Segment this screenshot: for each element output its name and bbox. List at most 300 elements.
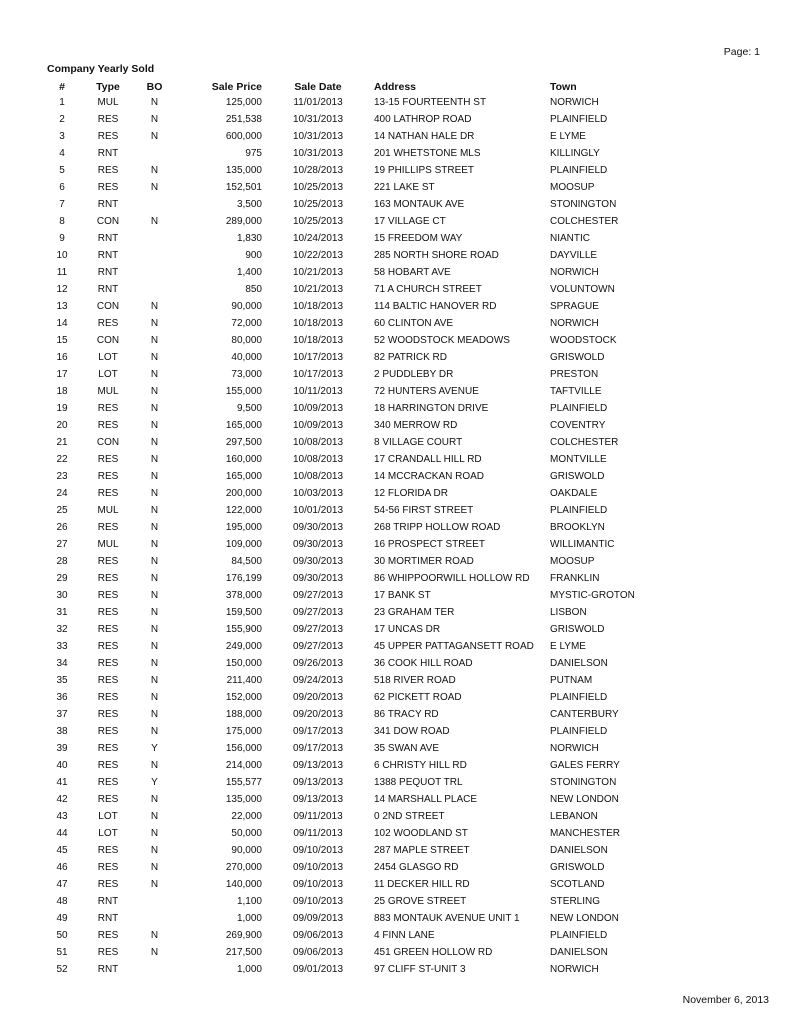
cell-bo: N bbox=[150, 182, 159, 193]
row-margin bbox=[0, 893, 40, 910]
cell-town: GRISWOLD bbox=[550, 862, 605, 873]
cell-number: 29 bbox=[56, 573, 68, 584]
cell-number: 1 bbox=[59, 97, 65, 108]
cell-sale-date: 10/17/2013 bbox=[292, 352, 344, 363]
cell-number: 14 bbox=[56, 318, 68, 329]
row-margin bbox=[0, 859, 40, 876]
cell-bo bbox=[132, 264, 177, 281]
cell-sale-price: 155,900 bbox=[225, 624, 262, 635]
cell-town: VOLUNTOWN bbox=[550, 284, 615, 295]
row-margin bbox=[0, 876, 40, 893]
cell-bo bbox=[132, 281, 177, 298]
row-margin bbox=[0, 655, 40, 672]
cell-sale-price: 90,000 bbox=[231, 845, 262, 856]
cell-sale-price: 9,500 bbox=[236, 403, 262, 414]
col-header-address: Address bbox=[374, 80, 417, 93]
row-margin bbox=[0, 383, 40, 400]
cell-town: MYSTIC-GROTON bbox=[550, 590, 635, 601]
cell-sale-price: 155,577 bbox=[225, 777, 262, 788]
cell-address: 82 PATRICK RD bbox=[374, 352, 447, 363]
cell-number: 24 bbox=[56, 488, 68, 499]
cell-number: 19 bbox=[56, 403, 68, 414]
cell-town: PLAINFIELD bbox=[550, 403, 608, 414]
cell-bo: N bbox=[150, 794, 159, 805]
col-header-bo: BO bbox=[146, 80, 163, 93]
cell-type: RNT bbox=[97, 250, 119, 261]
table-body bbox=[0, 94, 800, 978]
cell-number: 35 bbox=[56, 675, 68, 686]
cell-sale-date: 09/11/2013 bbox=[293, 828, 343, 839]
cell-type: RNT bbox=[97, 233, 119, 244]
cell-address: 97 CLIFF ST-UNIT 3 bbox=[374, 964, 466, 975]
cell-town: BROOKLYN bbox=[550, 522, 605, 533]
cell-sale-date: 10/09/2013 bbox=[292, 403, 344, 414]
cell-town: GALES FERRY bbox=[550, 760, 620, 771]
cell-type: RNT bbox=[97, 284, 119, 295]
row-margin bbox=[0, 553, 40, 570]
cell-type: RNT bbox=[97, 964, 119, 975]
row-margin bbox=[0, 400, 40, 417]
cell-bo bbox=[132, 910, 177, 927]
row-margin bbox=[0, 179, 40, 196]
cell-sale-date: 10/31/2013 bbox=[292, 131, 344, 142]
cell-type: RES bbox=[97, 454, 119, 465]
cell-number: 23 bbox=[56, 471, 68, 482]
cell-address: 18 HARRINGTON DRIVE bbox=[374, 403, 489, 414]
cell-type: RES bbox=[97, 947, 119, 958]
cell-sale-price: 289,000 bbox=[225, 216, 262, 227]
cell-bo: N bbox=[150, 114, 159, 125]
cell-bo: N bbox=[150, 539, 159, 550]
cell-sale-date: 10/28/2013 bbox=[292, 165, 344, 176]
cell-type: RES bbox=[97, 403, 119, 414]
cell-town: NORWICH bbox=[550, 97, 599, 108]
table-row bbox=[0, 604, 800, 621]
cell-sale-price: 122,000 bbox=[225, 505, 262, 516]
cell-town: PLAINFIELD bbox=[550, 726, 608, 737]
cell-type: RES bbox=[97, 556, 119, 567]
row-margin bbox=[0, 94, 40, 111]
cell-type: RES bbox=[97, 760, 119, 771]
cell-bo: N bbox=[150, 386, 159, 397]
col-header-town: Town bbox=[550, 80, 577, 93]
cell-sale-price: 165,000 bbox=[225, 471, 262, 482]
table-header-row bbox=[0, 79, 800, 94]
cell-bo: N bbox=[150, 811, 159, 822]
cell-sale-date: 10/21/2013 bbox=[292, 267, 344, 278]
cell-sale-date: 10/11/2013 bbox=[293, 386, 343, 397]
cell-sale-date: 09/27/2013 bbox=[292, 624, 344, 635]
table-row bbox=[0, 536, 800, 553]
cell-town: OAKDALE bbox=[550, 488, 598, 499]
cell-number: 18 bbox=[56, 386, 68, 397]
cell-sale-price: 195,000 bbox=[225, 522, 262, 533]
cell-address: 341 DOW ROAD bbox=[374, 726, 450, 737]
cell-address: 45 UPPER PATTAGANSETT ROAD bbox=[374, 641, 534, 652]
table-row bbox=[0, 315, 800, 332]
report-title: Company Yearly Sold bbox=[47, 63, 155, 75]
cell-address: 883 MONTAUK AVENUE UNIT 1 bbox=[374, 913, 520, 924]
cell-sale-date: 09/26/2013 bbox=[292, 658, 344, 669]
cell-type: MUL bbox=[97, 386, 119, 397]
table-row bbox=[0, 876, 800, 893]
cell-sale-price: 22,000 bbox=[231, 811, 262, 822]
cell-sale-price: 211,400 bbox=[226, 675, 262, 686]
cell-address: 268 TRIPP HOLLOW ROAD bbox=[374, 522, 501, 533]
table-row bbox=[0, 417, 800, 434]
cell-type: RES bbox=[97, 794, 119, 805]
cell-sale-date: 09/13/2013 bbox=[292, 794, 344, 805]
cell-sale-price: 217,500 bbox=[225, 947, 262, 958]
cell-sale-date: 10/25/2013 bbox=[292, 199, 344, 210]
cell-sale-date: 09/10/2013 bbox=[292, 845, 344, 856]
row-margin bbox=[0, 927, 40, 944]
cell-bo: N bbox=[150, 760, 159, 771]
cell-address: 518 RIVER ROAD bbox=[374, 675, 456, 686]
cell-sale-price: 975 bbox=[245, 148, 262, 159]
cell-bo: N bbox=[150, 862, 159, 873]
cell-sale-date: 09/17/2013 bbox=[292, 743, 344, 754]
cell-sale-date: 10/25/2013 bbox=[292, 216, 344, 227]
cell-type: RES bbox=[97, 845, 119, 856]
cell-sale-price: 109,000 bbox=[225, 539, 262, 550]
cell-sale-date: 09/20/2013 bbox=[292, 709, 344, 720]
cell-number: 2 bbox=[59, 114, 65, 125]
cell-number: 21 bbox=[56, 437, 68, 448]
cell-sale-price: 159,500 bbox=[225, 607, 262, 618]
row-margin bbox=[0, 689, 40, 706]
table-row bbox=[0, 689, 800, 706]
cell-bo: N bbox=[150, 131, 159, 142]
cell-number: 16 bbox=[56, 352, 68, 363]
cell-bo: N bbox=[150, 488, 159, 499]
cell-number: 12 bbox=[56, 284, 68, 295]
cell-sale-date: 09/10/2013 bbox=[292, 896, 344, 907]
cell-address: 14 NATHAN HALE DR bbox=[374, 131, 475, 142]
cell-address: 25 GROVE STREET bbox=[374, 896, 467, 907]
table-row bbox=[0, 349, 800, 366]
cell-sale-price: 251,538 bbox=[225, 114, 262, 125]
table-row bbox=[0, 723, 800, 740]
cell-sale-date: 10/08/2013 bbox=[292, 454, 344, 465]
cell-sale-price: 1,830 bbox=[236, 233, 262, 244]
cell-address: 2 PUDDLEBY DR bbox=[374, 369, 454, 380]
cell-sale-date: 10/31/2013 bbox=[292, 148, 344, 159]
row-margin bbox=[0, 213, 40, 230]
cell-town: NORWICH bbox=[550, 964, 599, 975]
cell-bo: N bbox=[150, 437, 159, 448]
cell-number: 22 bbox=[56, 454, 68, 465]
cell-sale-price: 214,000 bbox=[225, 760, 262, 771]
cell-bo: N bbox=[150, 947, 159, 958]
cell-town: SCOTLAND bbox=[550, 879, 605, 890]
cell-sale-price: 1,000 bbox=[236, 913, 262, 924]
row-margin bbox=[0, 145, 40, 162]
cell-town: STONINGTON bbox=[550, 199, 617, 210]
row-margin bbox=[0, 774, 40, 791]
cell-bo: N bbox=[150, 216, 159, 227]
cell-address: 52 WOODSTOCK MEADOWS bbox=[374, 335, 510, 346]
cell-type: RNT bbox=[97, 913, 119, 924]
table-row bbox=[0, 383, 800, 400]
cell-town: MONTVILLE bbox=[550, 454, 607, 465]
table-row bbox=[0, 842, 800, 859]
cell-sale-date: 09/20/2013 bbox=[292, 692, 344, 703]
cell-sale-date: 09/30/2013 bbox=[292, 573, 344, 584]
cell-sale-date: 09/13/2013 bbox=[292, 760, 344, 771]
cell-number: 20 bbox=[56, 420, 68, 431]
cell-town: PLAINFIELD bbox=[550, 114, 608, 125]
cell-sale-date: 10/03/2013 bbox=[292, 488, 344, 499]
cell-address: 17 BANK ST bbox=[374, 590, 431, 601]
row-margin bbox=[0, 808, 40, 825]
cell-town: MANCHESTER bbox=[550, 828, 621, 839]
cell-town: MOOSUP bbox=[550, 556, 595, 567]
cell-sale-date: 10/08/2013 bbox=[292, 437, 344, 448]
cell-town: LISBON bbox=[550, 607, 587, 618]
cell-type: MUL bbox=[97, 97, 119, 108]
cell-type: RES bbox=[97, 777, 119, 788]
cell-number: 5 bbox=[59, 165, 65, 176]
cell-sale-date: 09/06/2013 bbox=[292, 947, 344, 958]
cell-bo: N bbox=[150, 369, 159, 380]
cell-town: DANIELSON bbox=[550, 658, 608, 669]
cell-address: 400 LATHROP ROAD bbox=[374, 114, 472, 125]
cell-type: RES bbox=[97, 318, 119, 329]
cell-address: 340 MERROW RD bbox=[374, 420, 458, 431]
cell-town: PLAINFIELD bbox=[550, 165, 608, 176]
row-margin bbox=[0, 740, 40, 757]
table-row bbox=[0, 740, 800, 757]
cell-number: 17 bbox=[56, 369, 68, 380]
cell-number: 51 bbox=[56, 947, 68, 958]
cell-sale-price: 156,000 bbox=[225, 743, 262, 754]
cell-type: RES bbox=[97, 879, 119, 890]
cell-town: PLAINFIELD bbox=[550, 692, 608, 703]
row-margin bbox=[0, 281, 40, 298]
cell-sale-date: 09/09/2013 bbox=[292, 913, 344, 924]
cell-sale-date: 10/18/2013 bbox=[292, 335, 344, 346]
row-margin bbox=[0, 706, 40, 723]
cell-town: GRISWOLD bbox=[550, 352, 605, 363]
cell-sale-price: 900 bbox=[245, 250, 262, 261]
table-row bbox=[0, 757, 800, 774]
cell-sale-price: 378,000 bbox=[225, 590, 262, 601]
cell-sale-date: 11/01/2013 bbox=[293, 97, 343, 108]
row-margin bbox=[0, 825, 40, 842]
cell-sale-price: 1,000 bbox=[236, 964, 262, 975]
cell-sale-date: 09/10/2013 bbox=[292, 862, 344, 873]
cell-address: 4 FINN LANE bbox=[374, 930, 435, 941]
table-row bbox=[0, 145, 800, 162]
cell-type: RES bbox=[97, 420, 119, 431]
cell-sale-price: 1,400 bbox=[236, 267, 262, 278]
cell-type: RES bbox=[97, 862, 119, 873]
cell-address: 201 WHETSTONE MLS bbox=[374, 148, 481, 159]
cell-town: GRISWOLD bbox=[550, 624, 605, 635]
cell-sale-date: 10/25/2013 bbox=[292, 182, 344, 193]
table-row bbox=[0, 587, 800, 604]
cell-number: 50 bbox=[56, 930, 68, 941]
cell-number: 6 bbox=[59, 182, 65, 193]
cell-type: RES bbox=[97, 131, 119, 142]
table-row bbox=[0, 825, 800, 842]
cell-type: RNT bbox=[97, 199, 119, 210]
cell-address: 102 WOODLAND ST bbox=[374, 828, 468, 839]
cell-number: 34 bbox=[56, 658, 68, 669]
cell-address: 58 HOBART AVE bbox=[374, 267, 451, 278]
cell-number: 44 bbox=[56, 828, 68, 839]
cell-type: RES bbox=[97, 726, 119, 737]
cell-sale-date: 10/22/2013 bbox=[292, 250, 344, 261]
cell-bo: N bbox=[150, 471, 159, 482]
cell-address: 54-56 FIRST STREET bbox=[374, 505, 474, 516]
cell-type: RES bbox=[97, 182, 119, 193]
cell-sale-date: 10/18/2013 bbox=[292, 318, 344, 329]
cell-type: CON bbox=[96, 301, 120, 312]
cell-town: NORWICH bbox=[550, 267, 599, 278]
row-margin bbox=[0, 536, 40, 553]
cell-sale-price: 140,000 bbox=[225, 879, 262, 890]
cell-type: RES bbox=[97, 522, 119, 533]
cell-bo: N bbox=[150, 522, 159, 533]
row-margin bbox=[0, 842, 40, 859]
cell-type: CON bbox=[96, 335, 120, 346]
cell-town: GRISWOLD bbox=[550, 471, 605, 482]
cell-number: 13 bbox=[56, 301, 68, 312]
row-margin bbox=[0, 910, 40, 927]
table-row bbox=[0, 553, 800, 570]
row-margin bbox=[0, 621, 40, 638]
row-margin bbox=[0, 451, 40, 468]
cell-sale-date: 09/01/2013 bbox=[292, 964, 344, 975]
cell-town: DANIELSON bbox=[550, 947, 608, 958]
cell-address: 15 FREEDOM WAY bbox=[374, 233, 463, 244]
cell-number: 41 bbox=[56, 777, 68, 788]
row-margin bbox=[0, 247, 40, 264]
table-row bbox=[0, 281, 800, 298]
cell-number: 4 bbox=[59, 148, 65, 159]
row-margin bbox=[0, 502, 40, 519]
col-header-sale-date: Sale Date bbox=[294, 80, 342, 93]
cell-sale-price: 3,500 bbox=[236, 199, 262, 210]
table-row bbox=[0, 264, 800, 281]
cell-bo: N bbox=[150, 641, 159, 652]
cell-address: 0 2ND STREET bbox=[374, 811, 445, 822]
table-row bbox=[0, 638, 800, 655]
cell-address: 62 PICKETT ROAD bbox=[374, 692, 462, 703]
cell-number: 7 bbox=[59, 199, 65, 210]
cell-type: RES bbox=[97, 114, 119, 125]
table-row bbox=[0, 94, 800, 111]
cell-type: RES bbox=[97, 471, 119, 482]
cell-bo: N bbox=[150, 675, 159, 686]
table-row bbox=[0, 910, 800, 927]
cell-type: RES bbox=[97, 675, 119, 686]
table-row bbox=[0, 111, 800, 128]
table-row bbox=[0, 196, 800, 213]
cell-sale-date: 09/30/2013 bbox=[292, 539, 344, 550]
cell-type: RNT bbox=[97, 896, 119, 907]
row-margin bbox=[0, 638, 40, 655]
cell-number: 3 bbox=[59, 131, 65, 142]
cell-sale-date: 09/24/2013 bbox=[292, 675, 344, 686]
cell-address: 1388 PEQUOT TRL bbox=[374, 777, 463, 788]
table-row bbox=[0, 128, 800, 145]
cell-town: E LYME bbox=[550, 131, 586, 142]
cell-address: 23 GRAHAM TER bbox=[374, 607, 455, 618]
table-row bbox=[0, 655, 800, 672]
cell-town: WOODSTOCK bbox=[550, 335, 617, 346]
cell-type: LOT bbox=[98, 369, 118, 380]
cell-sale-date: 10/21/2013 bbox=[292, 284, 344, 295]
cell-sale-price: 135,000 bbox=[225, 794, 262, 805]
cell-bo: N bbox=[150, 692, 159, 703]
cell-address: 16 PROSPECT STREET bbox=[374, 539, 485, 550]
cell-sale-price: 73,000 bbox=[231, 369, 262, 380]
cell-number: 27 bbox=[56, 539, 68, 550]
cell-bo: N bbox=[150, 420, 159, 431]
cell-number: 33 bbox=[56, 641, 68, 652]
cell-address: 17 CRANDALL HILL RD bbox=[374, 454, 482, 465]
table-row bbox=[0, 808, 800, 825]
cell-sale-price: 175,000 bbox=[225, 726, 262, 737]
cell-type: LOT bbox=[98, 352, 118, 363]
cell-address: 86 TRACY RD bbox=[374, 709, 439, 720]
cell-bo: N bbox=[150, 573, 159, 584]
cell-type: RES bbox=[97, 658, 119, 669]
cell-town: PRESTON bbox=[550, 369, 599, 380]
row-margin bbox=[0, 417, 40, 434]
cell-bo: N bbox=[150, 403, 159, 414]
row-margin bbox=[0, 961, 40, 978]
table-row bbox=[0, 332, 800, 349]
cell-sale-price: 600,000 bbox=[225, 131, 262, 142]
cell-number: 38 bbox=[56, 726, 68, 737]
sales-table bbox=[0, 79, 800, 978]
cell-sale-price: 152,000 bbox=[225, 692, 262, 703]
cell-type: RES bbox=[97, 165, 119, 176]
cell-town: DANIELSON bbox=[550, 845, 608, 856]
cell-town: PUTNAM bbox=[550, 675, 593, 686]
cell-bo: N bbox=[150, 352, 159, 363]
cell-bo: N bbox=[150, 624, 159, 635]
cell-sale-date: 09/27/2013 bbox=[292, 607, 344, 618]
cell-address: 72 HUNTERS AVENUE bbox=[374, 386, 479, 397]
cell-bo: N bbox=[150, 335, 159, 346]
table-row bbox=[0, 451, 800, 468]
cell-town: MOOSUP bbox=[550, 182, 595, 193]
table-row bbox=[0, 706, 800, 723]
cell-sale-price: 297,500 bbox=[225, 437, 262, 448]
cell-number: 47 bbox=[56, 879, 68, 890]
cell-type: RES bbox=[97, 743, 119, 754]
cell-sale-date: 10/17/2013 bbox=[292, 369, 344, 380]
col-header-sale-price: Sale Price bbox=[211, 80, 262, 93]
cell-number: 8 bbox=[59, 216, 65, 227]
cell-bo: N bbox=[150, 845, 159, 856]
table-row bbox=[0, 859, 800, 876]
row-margin bbox=[0, 468, 40, 485]
table-row bbox=[0, 400, 800, 417]
cell-number: 40 bbox=[56, 760, 68, 771]
cell-town: DAYVILLE bbox=[550, 250, 598, 261]
cell-number: 45 bbox=[56, 845, 68, 856]
cell-address: 12 FLORIDA DR bbox=[374, 488, 448, 499]
cell-address: 14 MARSHALL PLACE bbox=[374, 794, 478, 805]
cell-type: RES bbox=[97, 488, 119, 499]
table-row bbox=[0, 774, 800, 791]
